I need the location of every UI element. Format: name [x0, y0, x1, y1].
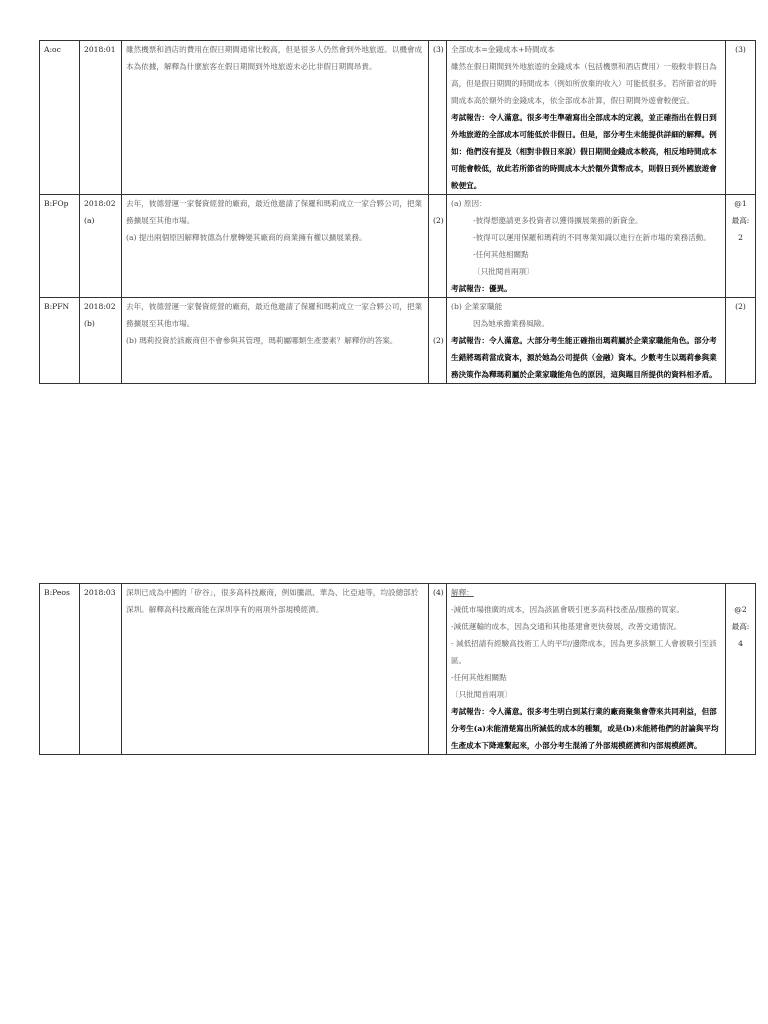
answer-cell [447, 41, 726, 195]
answer-line: - 減低招請有經驗高技術工人的平均/邊際成本，因為更多該類工人會被吸引至該區。 [451, 639, 717, 665]
question-date-cell [80, 298, 122, 384]
question-date: 2018:01 [80, 41, 122, 195]
answer-line: -彼得可以運用保羅和瑪莉的不同專業知識以進行在新市場的業務活動。 [473, 233, 711, 242]
answer-line: 〔只批閱首兩項〕 [451, 690, 512, 699]
question-marks-cell [429, 195, 447, 298]
answer-line: -任何其他相關點 [473, 250, 529, 259]
question-marks: (4) [429, 584, 447, 755]
answer-line: 全部成本=金錢成本+時間成本 [451, 45, 555, 54]
question-paragraph: 去年，彼德營運一家餐資經營的廠商，最近他邀請了保羅和瑪莉成立一家合夥公司，把業務擴展至其他市場。 [126, 302, 423, 328]
question-text [122, 584, 429, 755]
exam-report: 考試報告：令人滿意。很多考生準確寫出全部成本的定義，並正確指出在假日到外地旅遊的全部成本可能低於非假日。但是，部分考生未能提供詳細的解釋。例如：他們沒有提及（相對非假日來說）假日期間金錢成本較高，相反地時間成本可能會較低，故此若所節省的時間成本大於額外貨幣成本，則假日到外國旅遊會較便宜。 [451, 113, 717, 190]
answer-line: -減低市場推廣的成本，因為該區會吸引更多高科技產品/服務的買家。 [451, 605, 684, 614]
answer-line: 因為她承擔業務風險。 [473, 319, 549, 328]
question-paragraph: 去年，彼德營運一家餐資經營的廠商，最近他邀請了保羅和瑪莉成立一家合夥公司，把業務擴展至其他市場。 [126, 199, 423, 225]
question-text [122, 298, 429, 384]
exam-report: 考試報告：令人滿意。很多考生明白到某行業的廠商聚集會帶來共同利益，但部分考生(a)未能清楚寫出所減低的成本的種類，或是(b)未能將他們的討論與平均生產成本下降連繫起來，小部分考生混淆了外部規模經濟和內部規模經濟。 [451, 707, 719, 750]
question-text [122, 41, 429, 195]
answer-line: -彼得想邀請更多投資者以獲得擴展業務的新資金。 [473, 216, 643, 225]
question-code: B:Peos [40, 584, 80, 755]
question-marks: (3) [429, 41, 447, 195]
max-marks: @2 最高: 4 [731, 605, 750, 648]
table-row [40, 584, 756, 755]
answer-cell [447, 298, 726, 384]
answer-line: 雖然在假日期間到外地旅遊的金錢成本（包括機票和酒店費用）一般較非假日為高，但是假日期間的時間成本（例如所放棄的收入）可能低很多。若所節省的時間成本高於額外的金錢成本，依全部成本計算，假日期間外遊會較便宜。 [451, 62, 717, 105]
question-part: (a) [84, 216, 95, 225]
answer-heading: (a) 原因： [451, 199, 487, 208]
answer-cell [447, 195, 726, 298]
exam-report: 考試報告：令人滿意。大部分考生能正確指出瑪莉屬於企業家職能角色。部分考生錯將瑪莉當成資本，源於她為公司提供（金融）資本。少數考生以瑪莉參與業務決策作為釋瑪莉屬於企業家職能角色的原因，這與題目所提供的資料相矛盾。 [451, 336, 717, 379]
table-row [40, 298, 756, 384]
question-table-1 [39, 40, 756, 384]
question-date: 2018:02 [84, 302, 116, 311]
answer-line: 〔只批閱首兩項〕 [473, 267, 534, 276]
question-subpart: (a) 提出兩個原因解釋彼德為什麼轉變其廠商的商業擁有權以擴展業務。 [126, 233, 367, 242]
question-text [122, 195, 429, 298]
exam-report: 考試報告：優異。 [451, 284, 512, 293]
question-marks: (2) [433, 336, 444, 345]
answer-line: -任何其他相關點 [451, 673, 507, 682]
question-paragraph: 雖然機票和酒店的費用在假日期間通常比較高，但是很多人仍然會到外地旅遊。以機會成本為依據，解釋為什麼旅客在假日期間到外地旅遊未必比非假日期間昂貴。 [126, 45, 423, 71]
question-paragraph: 深圳已成為中國的「矽谷」，很多高科技廠商，例如騰訊、華為、比亞迪等，均設總部於深圳。解釋高科技廠商能在深圳享有的兩項外部規模經濟。 [126, 588, 419, 614]
table-row [40, 41, 756, 195]
answer-heading: 解釋： [451, 588, 474, 597]
question-table-2 [39, 583, 756, 755]
question-marks-cell [429, 298, 447, 384]
question-date-cell [80, 195, 122, 298]
answer-line: -減低運輸的成本，因為交通和其他基建會更快發展，改善交通情況。 [451, 622, 682, 631]
max-marks-cell [726, 584, 756, 755]
table-row [40, 195, 756, 298]
question-date: 2018:03 [80, 584, 122, 755]
max-marks: (2) [726, 298, 756, 384]
question-part: (b) [84, 319, 95, 328]
question-code: B:FOp [40, 195, 80, 298]
question-code: A:oc [40, 41, 80, 195]
answer-cell [447, 584, 726, 755]
question-marks: (2) [433, 216, 444, 225]
question-subpart: (b) 瑪莉投資於該廠商但不會參與其管理，瑪莉屬哪類生產要素？解釋你的答案。 [126, 336, 398, 345]
max-marks: (3) [726, 41, 756, 195]
question-date: 2018:02 [84, 199, 116, 208]
answer-heading: (b) 企業家職能 [451, 302, 503, 311]
question-code: B:PFN [40, 298, 80, 384]
max-marks: @1 最高: 2 [726, 195, 756, 298]
